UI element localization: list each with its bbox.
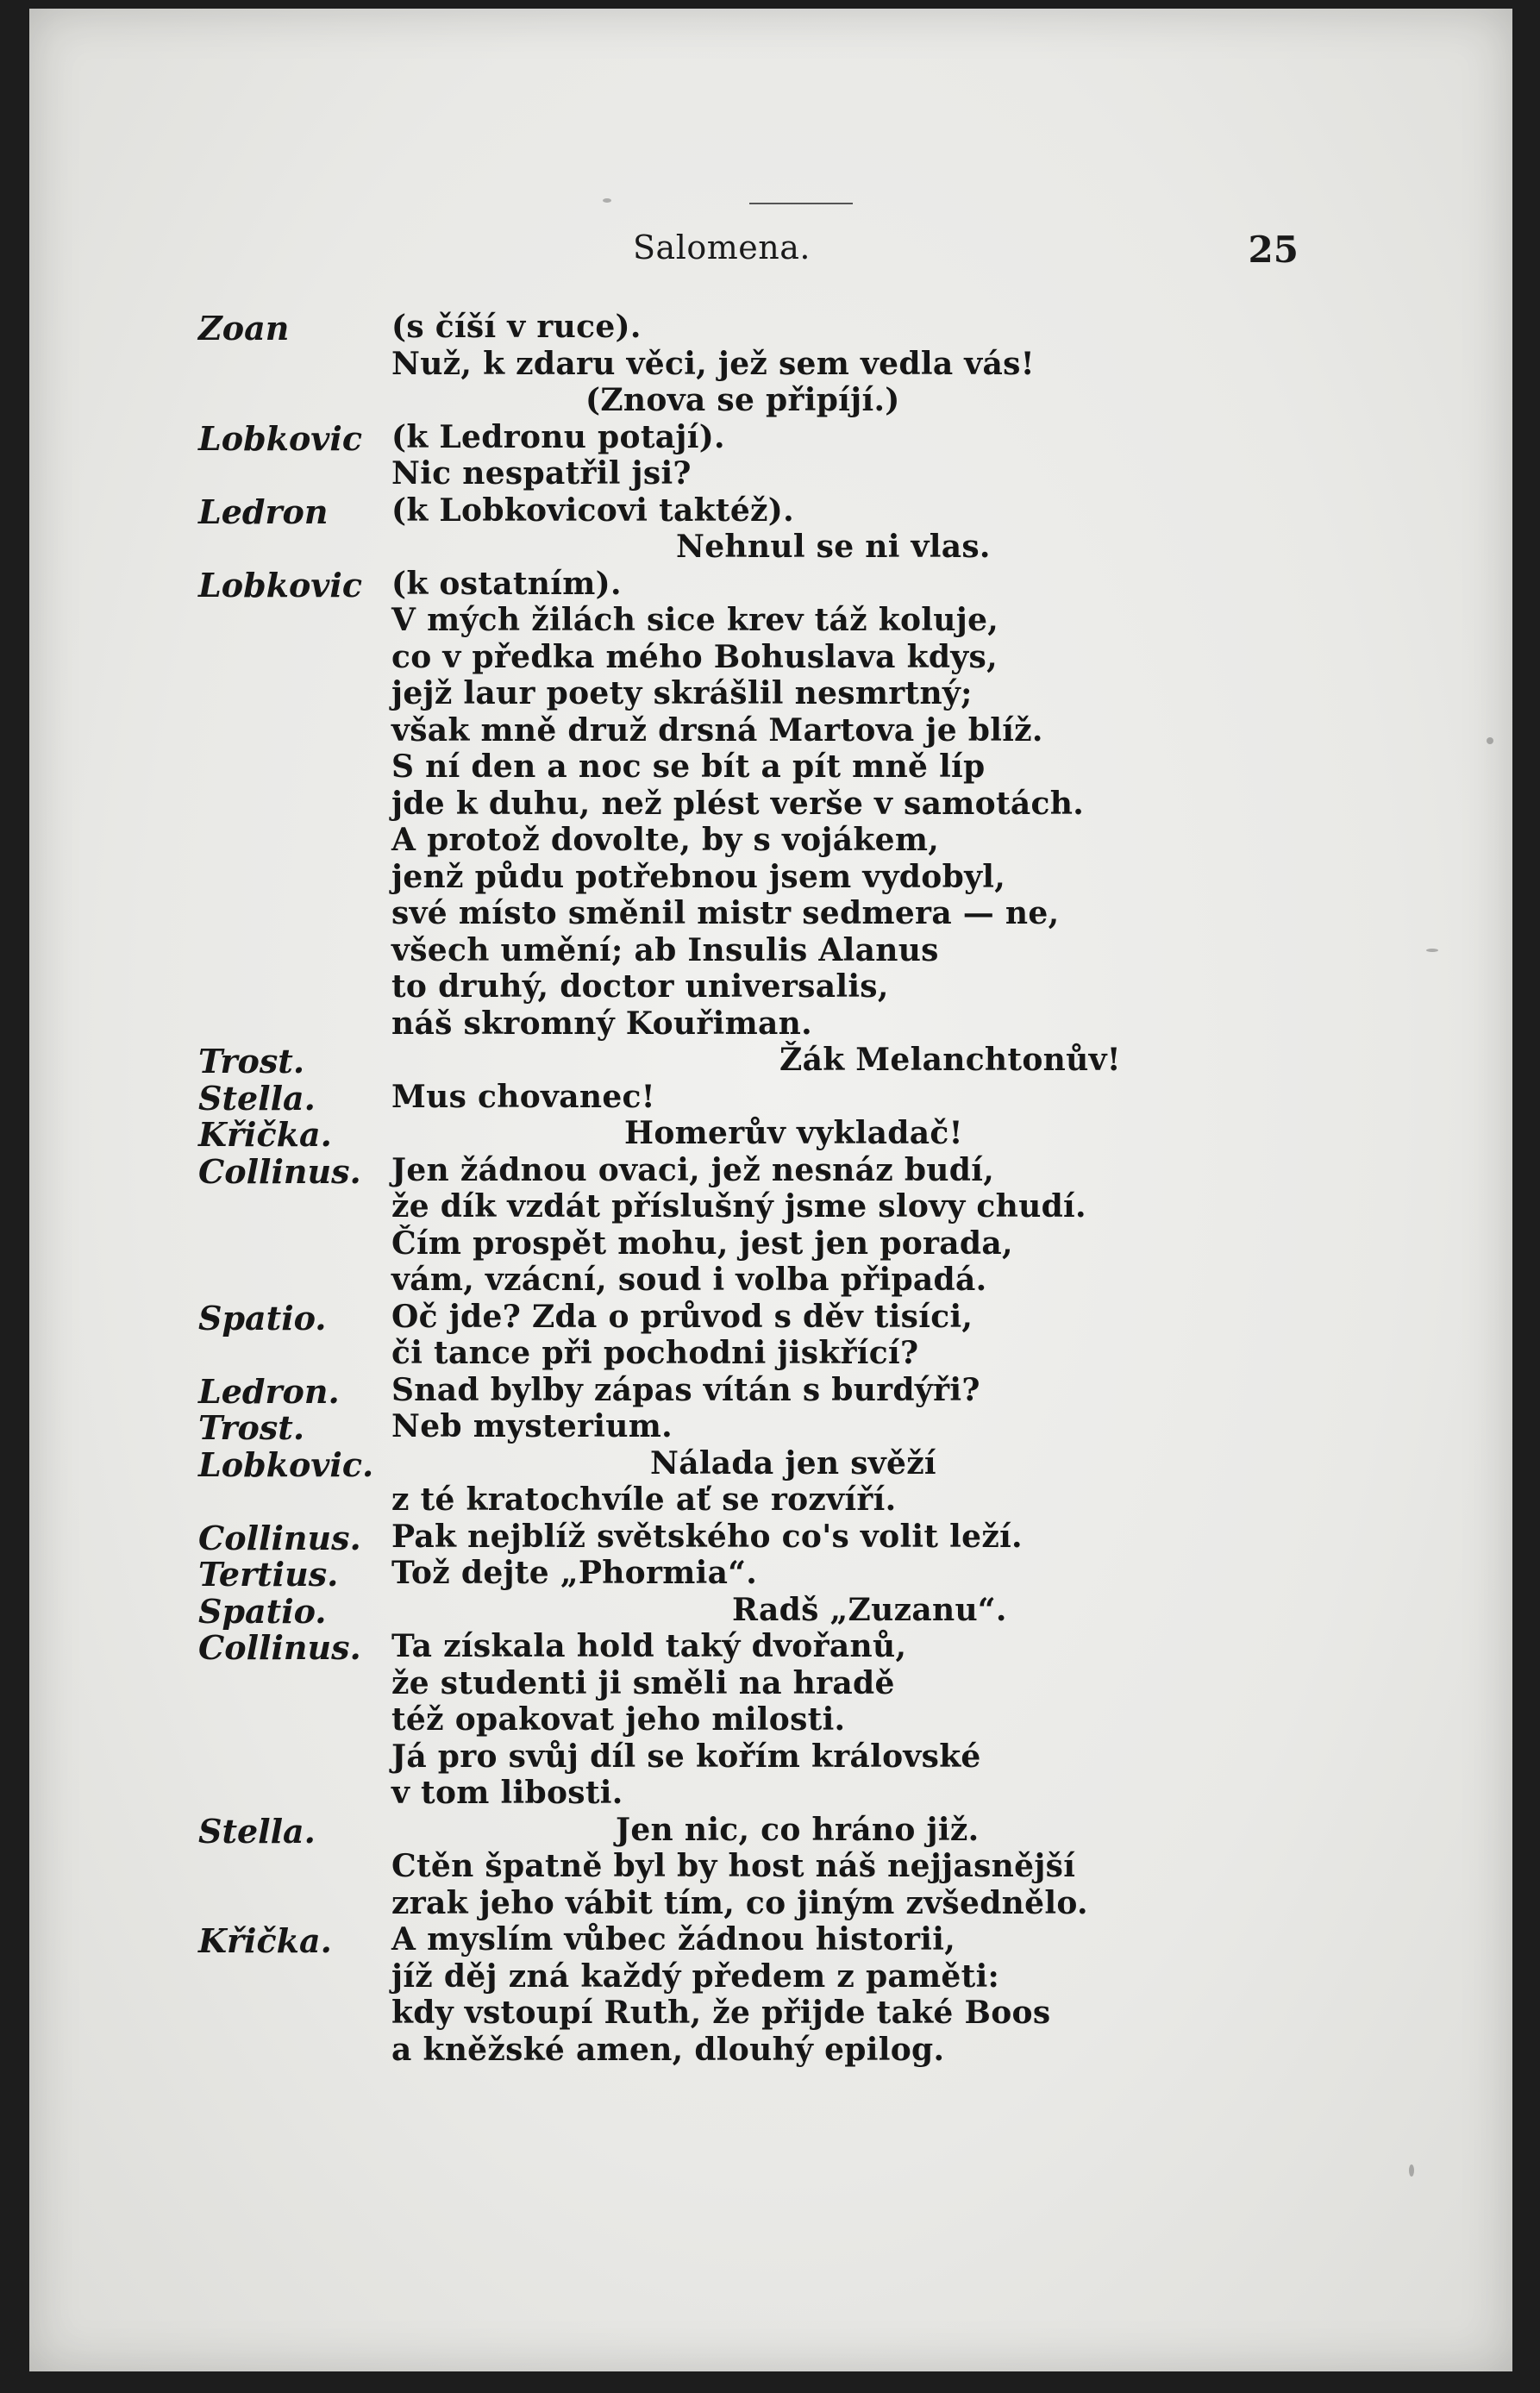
- verse-line: [29, 346, 1512, 383]
- header-rule: [749, 203, 853, 204]
- line-text: co v předka mého Bohuslava kdys,: [391, 638, 998, 675]
- line-text: (k ostatním).: [391, 565, 622, 602]
- verse-line: [29, 639, 1512, 676]
- line-text: jenž půdu potřebnou jsem vydobyl,: [391, 858, 1006, 895]
- line-text: Čím prospět mohu, jest jen porada,: [391, 1225, 1013, 1262]
- line-text: Ctěn špatně byl by host náš nejjasnější: [391, 1848, 1076, 1884]
- ink-speck: [603, 198, 611, 203]
- line-text: Oč jde? Zda o průvod s děv tisíci,: [391, 1298, 973, 1335]
- speaker-name: Zoan: [198, 309, 290, 348]
- verse-line: [29, 1408, 1512, 1445]
- line-text: Jen žádnou ovaci, jež nesnáz budí,: [391, 1151, 995, 1188]
- speaker-name: Collinus.: [198, 1518, 361, 1557]
- line-text: (k Lobkovicovi taktéž).: [391, 492, 794, 529]
- line-text: z té kratochvíle ať se rozvíří.: [391, 1482, 897, 1518]
- speaker-name: Tertius.: [198, 1555, 339, 1594]
- verse-line: [29, 1152, 1512, 1189]
- verse-line: [29, 1042, 1512, 1079]
- verse-line: [29, 1885, 1512, 1922]
- speaker-name: Collinus.: [198, 1151, 361, 1191]
- line-text: či tance při pochodni jiskřící?: [391, 1335, 919, 1371]
- line-text: Radš „Zuzanu“.: [732, 1591, 1007, 1628]
- verse-line: [29, 1482, 1512, 1519]
- line-text: V mých žilách sice krev táž koluje,: [391, 602, 999, 638]
- play-text: [29, 309, 1512, 2068]
- verse-line: [29, 1812, 1512, 1849]
- line-text: Nehnul se ni vlas.: [676, 529, 991, 565]
- line-text: náš skromný Kouřiman.: [391, 1005, 812, 1042]
- line-text: Ta získala hold taký dvořanů,: [391, 1628, 907, 1664]
- speaker-name: Lobkovic: [198, 565, 362, 605]
- line-text: Nálada jen svěží: [650, 1444, 936, 1482]
- verse-line: [29, 1115, 1512, 1152]
- speaker-name: Lobkovic.: [198, 1444, 374, 1484]
- page-number: 25: [1248, 229, 1299, 271]
- line-text: Pak nejblíž světského co's volit leží.: [391, 1518, 1023, 1555]
- verse-line: [29, 1958, 1512, 1995]
- verse-line: [29, 1519, 1512, 1556]
- verse-line: [29, 1775, 1512, 1812]
- page-title: Salomena.: [633, 229, 811, 266]
- verse-line: [29, 712, 1512, 749]
- verse-line: [29, 529, 1512, 566]
- verse-line: [29, 1005, 1512, 1043]
- speaker-name: Spatio.: [198, 1298, 327, 1337]
- verse-line: [29, 1188, 1512, 1225]
- verse-line: [29, 968, 1512, 1005]
- verse-line: [29, 602, 1512, 639]
- verse-line: [29, 1592, 1512, 1629]
- line-text: a kněžské amen, dlouhý epilog.: [391, 2031, 945, 2068]
- verse-line: [29, 1921, 1512, 1958]
- speaker-name: Křička.: [198, 1115, 332, 1154]
- verse-line: [29, 786, 1512, 823]
- verse-line: [29, 1079, 1512, 1116]
- line-text: Homerův vykladač!: [624, 1115, 963, 1151]
- line-text: Tož dejte „Phormia“.: [391, 1555, 758, 1591]
- speaker-name: Lobkovic: [198, 418, 362, 458]
- line-text: (s číší v ruce).: [391, 309, 642, 345]
- line-text: že dík vzdát příslušný jsme slovy chudí.: [391, 1188, 1086, 1225]
- line-text: své místo směnil mistr sedmera — ne,: [391, 895, 1060, 931]
- verse-line: [29, 1995, 1512, 2032]
- speaker-name: Stella.: [198, 1811, 316, 1851]
- line-text: zrak jeho vábit tím, co jiným zvšednělo.: [391, 1884, 1088, 1921]
- line-text: Nuž, k zdaru věci, jež sem vedla vás!: [391, 345, 1035, 382]
- verse-line: [29, 1848, 1512, 1885]
- line-text: Neb mysterium.: [391, 1408, 673, 1444]
- ink-speck: [1487, 737, 1493, 744]
- ink-speck: [1426, 949, 1438, 952]
- line-text: v tom libosti.: [391, 1775, 623, 1811]
- running-head: [29, 229, 1512, 272]
- verse-line: [29, 566, 1512, 603]
- verse-line: [29, 895, 1512, 932]
- speaker-name: Stella.: [198, 1078, 316, 1118]
- line-text: (k Ledronu potají).: [391, 418, 725, 455]
- line-text: Nic nespatřil jsi?: [391, 455, 692, 492]
- speaker-name: Collinus.: [198, 1628, 361, 1667]
- speaker-name: Trost.: [198, 1408, 305, 1447]
- speaker-name: Ledron.: [198, 1371, 340, 1411]
- verse-line: [29, 1445, 1512, 1482]
- verse-line: [29, 1665, 1512, 1702]
- verse-line: [29, 1555, 1512, 1592]
- line-text: kdy vstoupí Ruth, že přijde také Boos: [391, 1995, 1051, 2031]
- verse-line: [29, 492, 1512, 529]
- speaker-name: Trost.: [198, 1042, 305, 1081]
- verse-line: [29, 749, 1512, 786]
- book-page: [29, 9, 1512, 2371]
- line-text: A myslím vůbec žádnou historii,: [391, 1921, 956, 1958]
- line-text: Mus chovanec!: [391, 1078, 655, 1115]
- speaker-name: Spatio.: [198, 1591, 327, 1631]
- line-text: Já pro svůj díl se kořím královské: [391, 1738, 981, 1775]
- line-text: též opakovat jeho milosti.: [391, 1701, 846, 1738]
- line-text: všech umění; ab Insulis Alanus: [391, 931, 939, 968]
- verse-line: [29, 932, 1512, 969]
- verse-line: [29, 419, 1512, 456]
- line-text: jejž laur poety skrášlil nesmrtný;: [391, 675, 973, 711]
- line-text: však mně druž drsná Martova je blíž.: [391, 711, 1043, 749]
- line-text: jde k duhu, než plést verše v samotách.: [391, 785, 1085, 822]
- speaker-name: Ledron: [198, 492, 329, 531]
- verse-line: [29, 455, 1512, 492]
- line-text: že studenti ji směli na hradě: [391, 1664, 895, 1701]
- verse-line: [29, 822, 1512, 859]
- verse-line: [29, 2032, 1512, 2069]
- line-text: Jen nic, co hráno již.: [616, 1811, 980, 1848]
- verse-line: [29, 1335, 1512, 1372]
- verse-line: [29, 1628, 1512, 1665]
- line-text: jíž děj zná každý předem z paměti:: [391, 1958, 1000, 1995]
- line-text: Snad bylby zápas vítán s burdýři?: [391, 1371, 980, 1408]
- verse-line: [29, 309, 1512, 346]
- line-text: to druhý, doctor universalis,: [391, 968, 889, 1005]
- speaker-name: Křička.: [198, 1921, 332, 1960]
- verse-line: [29, 1262, 1512, 1299]
- line-text: Žák Melanchtonův!: [779, 1042, 1121, 1078]
- verse-line: [29, 382, 1512, 419]
- verse-line: [29, 859, 1512, 896]
- line-text: vám, vzácní, soud i volba připadá.: [391, 1262, 987, 1298]
- line-text: S ní den a noc se bít a pít mně líp: [391, 749, 986, 785]
- verse-line: [29, 675, 1512, 712]
- verse-line: [29, 1372, 1512, 1409]
- verse-line: [29, 1738, 1512, 1776]
- ink-speck: [1409, 2164, 1414, 2177]
- line-text: (Znova se připíjí.): [585, 382, 900, 418]
- verse-line: [29, 1299, 1512, 1336]
- line-text: A protož dovolte, by s vojákem,: [391, 822, 940, 858]
- verse-line: [29, 1701, 1512, 1738]
- verse-line: [29, 1225, 1512, 1262]
